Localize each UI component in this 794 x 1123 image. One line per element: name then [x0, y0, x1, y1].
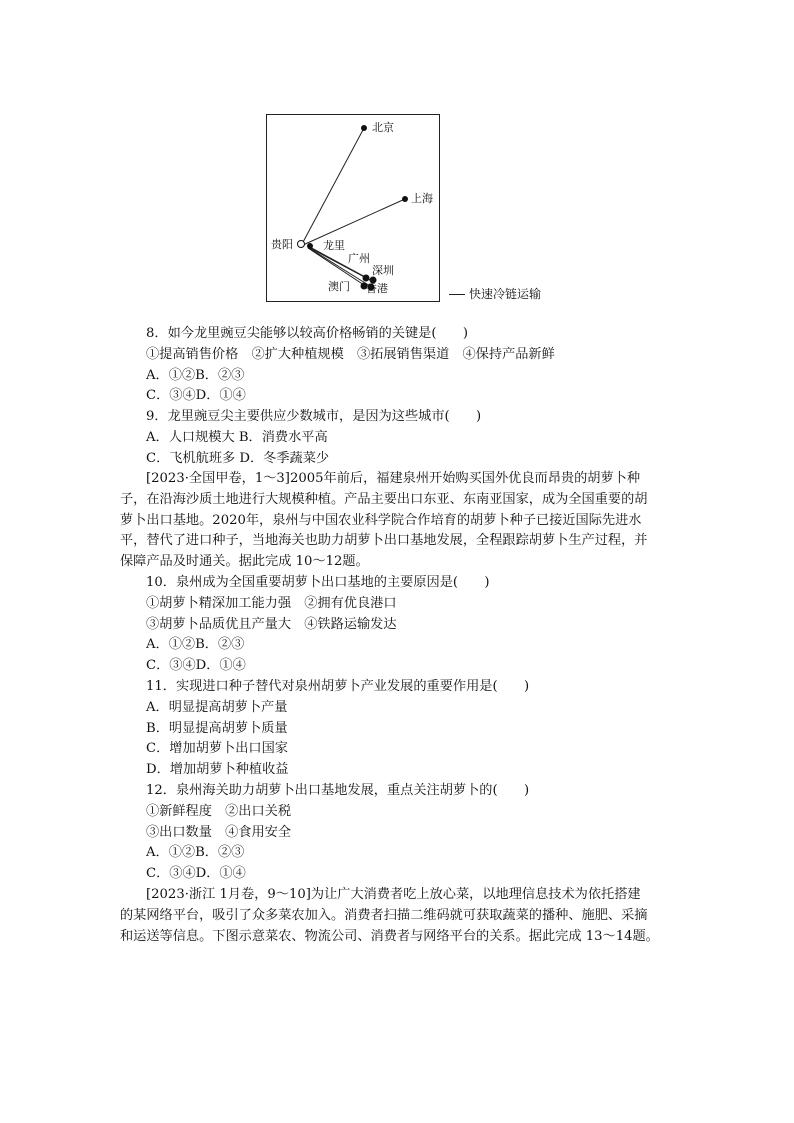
- map-legend: [449, 287, 541, 301]
- q9-stem: 9．龙里豌豆尖主要供应少数城市，是因为这些城市( ): [146, 409, 482, 425]
- q10-options-cd: C．③④D．①④: [146, 658, 246, 674]
- dot-guiyang: [298, 241, 305, 248]
- q11-option-b: B．明显提高胡萝卜质量: [146, 720, 288, 736]
- passage2-line: 和运送等信息。下图示意菜农、物流公司、消费者与网络平台的关系。据此完成 13～14题。: [120, 928, 659, 944]
- passage1-line: 子，在沿海沙质土地进行大规模种植。产品主要出口东亚、东南亚国家，成为全国重要的胡: [120, 491, 648, 507]
- route-beijing: [302, 128, 364, 244]
- q12-items-1: ①新鲜程度 ②出口关税: [146, 803, 292, 819]
- q11-stem: 11．实现进口种子替代对泉州胡萝卜产业发展的重要作用是( ): [146, 678, 530, 694]
- q11-option-a: A．明显提高胡萝卜产量: [146, 699, 288, 715]
- label-guangzhou: 广州: [348, 252, 370, 265]
- dot-longli: [307, 243, 313, 249]
- passage1-line: 平，替代了进口种子，当地海关也助力胡萝卜出口基地发展，全程跟踪胡萝卜生产过程，并: [120, 533, 648, 549]
- questions-8-9: [120, 324, 680, 470]
- dot-guangzhou: [363, 275, 370, 282]
- q10-items-2: ③胡萝卜品质优且产量大 ④铁路运输发达: [146, 616, 397, 632]
- label-macau: 澳门: [328, 280, 350, 293]
- q10-stem: 10．泉州成为全国重要胡萝卜出口基地的主要原因是( ): [146, 575, 490, 590]
- q8-options-ab: A．①②B．②③: [146, 367, 245, 383]
- q12-stem: 12．泉州海关助力胡萝卜出口基地发展，重点关注胡萝卜的( ): [146, 782, 530, 798]
- route-shanghai: [303, 199, 405, 245]
- q8-items: ①提高销售价格 ②扩大种植规模 ③拓展销售渠道 ④保持产品新鲜: [146, 346, 555, 362]
- q9-options-cd: C．飞机航班多 D．冬季蔬菜少: [146, 450, 330, 466]
- cold-chain-map: [266, 114, 440, 302]
- passage1-line: [2023·全国甲卷，1～3]2005年前后，福建泉州开始购买国外优良而昂贵的胡萝卜种: [146, 471, 641, 486]
- label-hongkong: 香港: [366, 282, 388, 295]
- passage1-line: 保障产品及时通关。据此完成 10～12题。: [120, 554, 369, 570]
- passage1-line: 萝卜出口基地。2020年，泉州与中国农业科学院合作培育的胡萝卜种子已接近国际先进水: [120, 512, 642, 528]
- label-guiyang: 贵阳: [271, 238, 293, 251]
- label-shanghai: 上海: [411, 192, 433, 205]
- passage2-line: [2023·浙江 1月卷，9～10]为让广大消费者吃上放心菜，以地理信息技术为依托搭建: [146, 887, 641, 902]
- dot-beijing: [361, 125, 367, 131]
- q12-items-2: ③出口数量 ④食用安全: [146, 824, 292, 840]
- map-routes: [267, 115, 441, 303]
- passage2-line: 的某网络平台，吸引了众多菜农加入。消费者扫描二维码就可获取蔬菜的播种、施肥、采摘: [120, 907, 648, 923]
- questions-10-12: [120, 573, 680, 885]
- q9-options-ab: A．人口规模大 B．消费水平高: [146, 429, 328, 445]
- q10-options-ab: A．①②B．②③: [146, 637, 245, 653]
- q8-stem: 8．如今龙里豌豆尖能够以较高价格畅销的关键是( ): [146, 326, 468, 341]
- q8-options-cd: C．③④D．①④: [146, 388, 246, 404]
- q10-items-1: ①胡萝卜精深加工能力强 ②拥有优良港口: [146, 595, 397, 611]
- label-longli: 龙里: [323, 239, 345, 252]
- legend-line-icon: [449, 294, 465, 295]
- label-shenzhen: 深圳: [372, 264, 394, 277]
- q12-options-ab: A．①②B．②③: [146, 845, 245, 861]
- passage-zhejiang: [120, 885, 680, 947]
- passage-quanzhou: [120, 469, 680, 573]
- q11-option-c: C．增加胡萝卜出口国家: [146, 741, 288, 757]
- legend-label: 快速冷链运输: [469, 287, 542, 301]
- dot-shanghai: [402, 196, 408, 202]
- q11-option-d: D．增加胡萝卜种植收益: [146, 762, 289, 778]
- label-beijing: 北京: [372, 121, 394, 134]
- q12-options-cd: C．③④D．①④: [146, 866, 246, 882]
